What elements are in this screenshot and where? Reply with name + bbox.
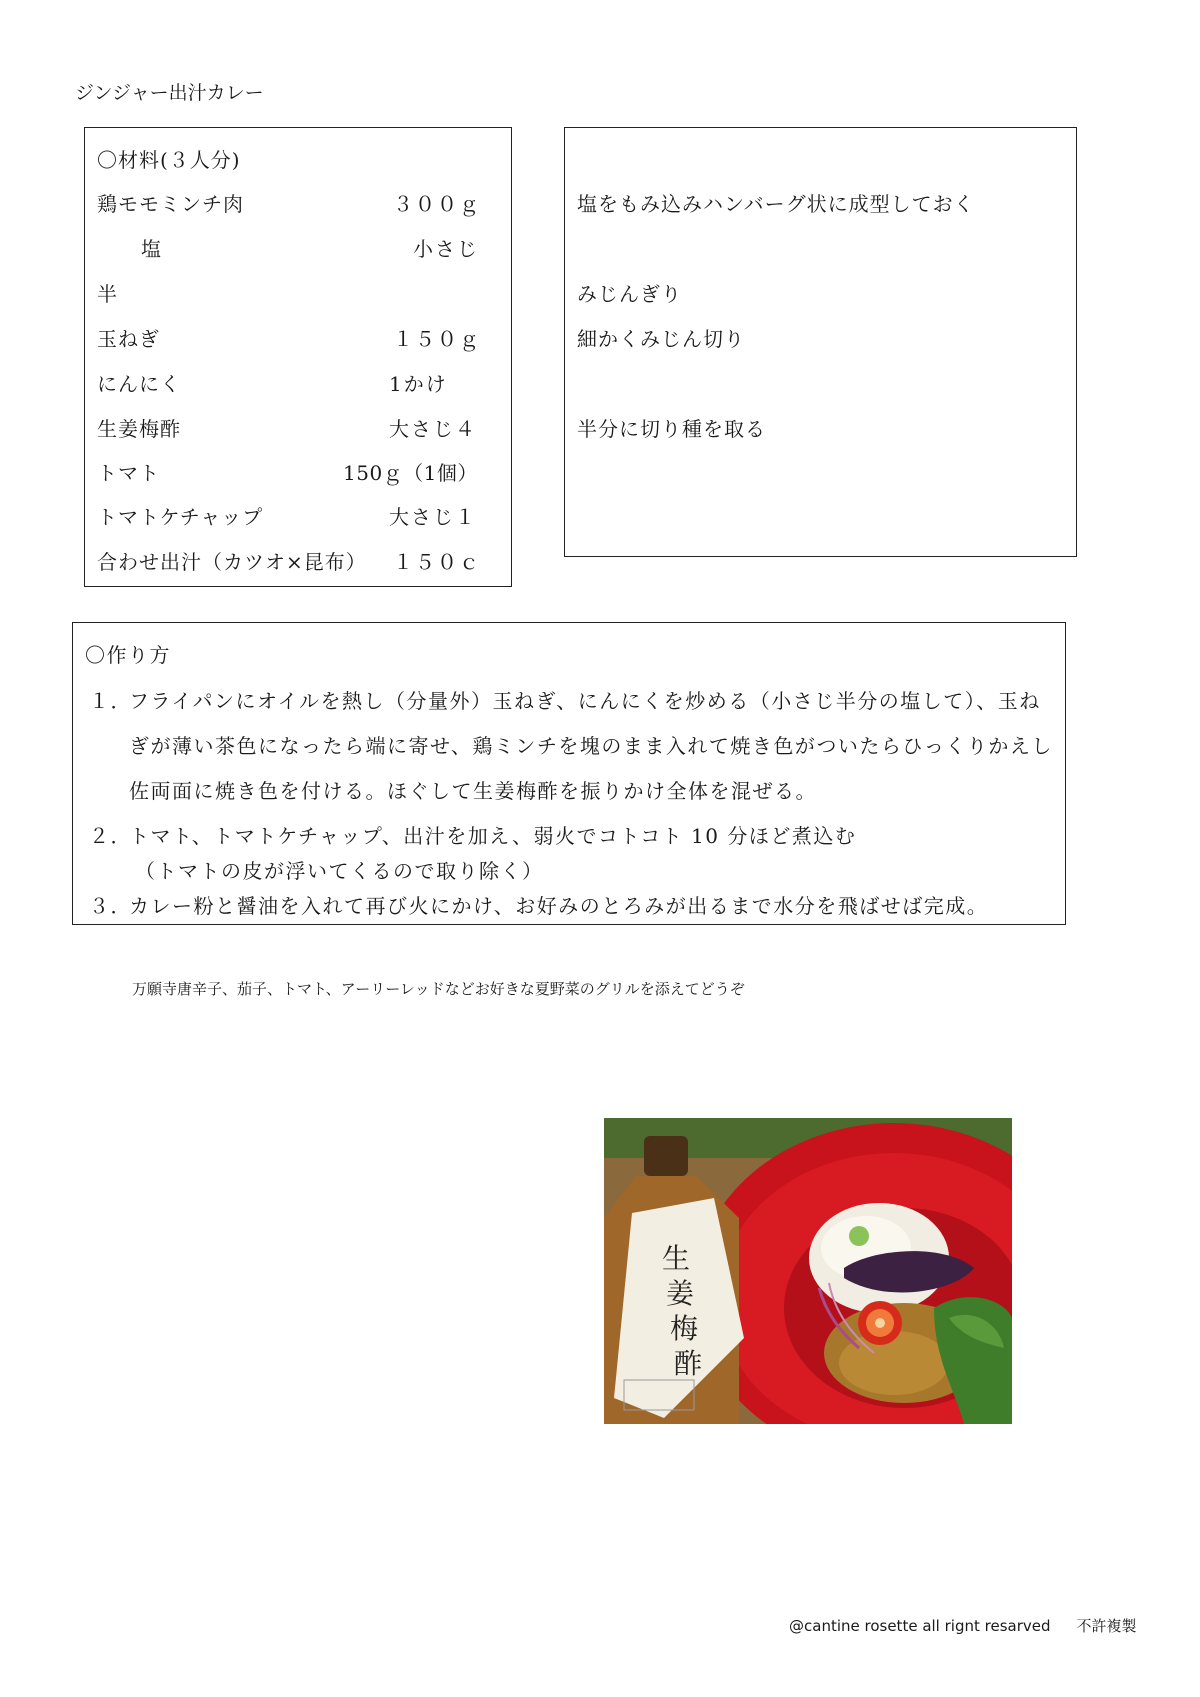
ingredient-name: 生姜梅酢 — [97, 417, 181, 441]
bottle-label-char: 酢 — [674, 1347, 703, 1380]
method-step — [89, 820, 856, 849]
step-text: 佐両面に焼き色を付ける。ほぐして生姜梅酢を振りかけ全体を混ぜる。 — [129, 779, 817, 803]
prep-note: 塩をもみ込みハンバーグ状に成型しておく — [577, 192, 975, 216]
bottle-label-char: 生 — [662, 1242, 691, 1275]
prep-note: 半分に切り種を取る — [577, 417, 766, 441]
ingredient-qty: ３００ｇ — [393, 192, 481, 216]
method-box — [72, 622, 1066, 925]
prep-note: みじんぎり — [577, 282, 682, 306]
ingredient-name: 塩 — [141, 237, 162, 261]
page-title: ジンジャー出汁カレー — [75, 82, 264, 104]
step-number: １． — [89, 689, 132, 713]
ingredient-qty: 大さじ１ — [389, 505, 477, 529]
step-text: カレー粉と醤油を入れて再び火にかけ、お好みのとろみが出るまで水分を飛ばせば完成。 — [129, 894, 989, 918]
step-text: フライパンにオイルを熱し（分量外）玉ねぎ、にんにくを炒める（小さじ半分の塩して）、玉ね — [129, 689, 1041, 713]
method-step — [89, 685, 1041, 714]
step-text: ぎが薄い茶色になったら端に寄せ、鶏ミンチを塊のまま入れて焼き色がついたらひっくりかえし — [129, 734, 1053, 758]
bottle-label-char: 姜 — [666, 1277, 695, 1310]
ingredient-name: 合わせ出汁（カツオ×昆布） — [97, 550, 367, 574]
ingredient-name: にんにく — [97, 372, 181, 396]
ingredient-qty: 小さじ — [413, 237, 479, 261]
bottle-label-char: 梅 — [670, 1312, 699, 1345]
ingredient-qty: 150ｇ（1個） — [343, 461, 478, 485]
ingredient-qty: １５０ｃ — [393, 550, 481, 574]
step-number: ２． — [89, 824, 132, 848]
ingredient-qty: １５０ｇ — [393, 327, 481, 351]
copyright-text: @cantine rosette all rignt resarved — [789, 1617, 1051, 1635]
prep-notes-box — [564, 127, 1077, 557]
ingredient-name: 玉ねぎ — [97, 327, 160, 351]
method-step — [89, 890, 988, 919]
curry-photo — [604, 1118, 1012, 1424]
step-text: トマト、トマトケチャップ、出汁を加え、弱火でコトコト 10 分ほど煮込む — [129, 824, 857, 848]
step-text: （トマトの皮が浮いてくるので取り除く） — [135, 859, 544, 883]
ingredients-box — [84, 127, 512, 587]
ingredient-name: 半 — [97, 282, 118, 306]
step-number: ３． — [89, 894, 132, 918]
ingredients-heading: 〇材料(３人分) — [97, 148, 241, 172]
prep-note: 細かくみじん切り — [577, 327, 745, 351]
ingredient-name: 鶏モモミンチ肉 — [97, 192, 244, 216]
footer — [789, 1615, 1137, 1636]
ingredient-qty: 1かけ — [389, 372, 448, 396]
ingredient-qty: 大さじ４ — [389, 417, 477, 441]
method-heading: 〇作り方 — [85, 643, 171, 667]
curry-illustration — [604, 1118, 1012, 1424]
serving-suggestion: 万願寺唐辛子、茄子、トマト、アーリーレッドなどお好きな夏野菜のグリルを添えてどうぞ — [132, 980, 745, 998]
ingredient-name: トマト — [97, 461, 160, 485]
no-reproduction-notice: 不許複製 — [1076, 1617, 1137, 1635]
ingredient-name: トマトケチャップ — [97, 505, 264, 529]
